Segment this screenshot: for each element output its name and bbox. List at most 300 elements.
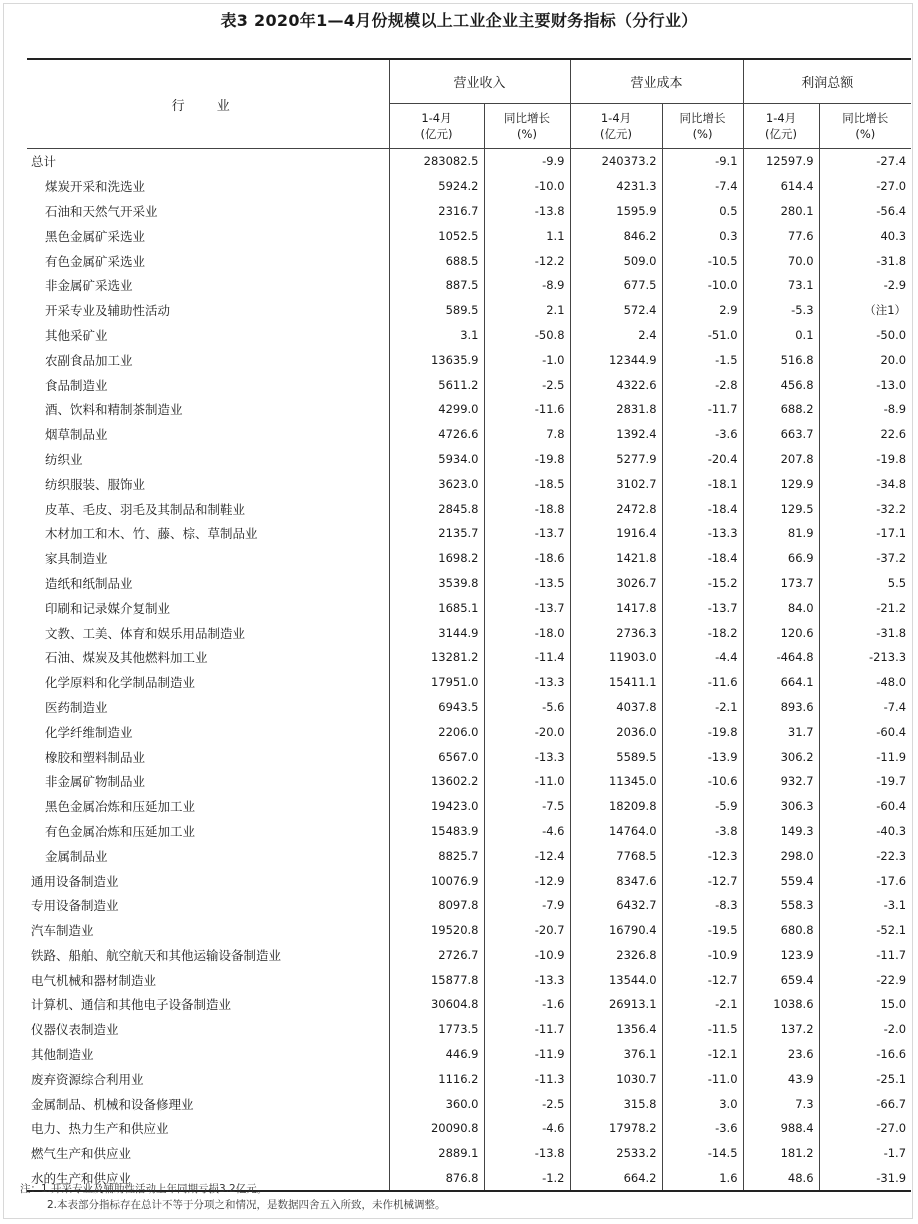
cost-growth: -14.5 [662, 1141, 743, 1166]
profit-growth: -66.7 [819, 1091, 911, 1116]
profit-growth: -19.7 [819, 769, 911, 794]
profit-value: 456.8 [743, 372, 819, 397]
cost-value: 2036.0 [570, 719, 662, 744]
cost-growth: -10.0 [662, 273, 743, 298]
table-row [27, 719, 911, 744]
table-row [27, 794, 911, 819]
cost-growth: 0.5 [662, 199, 743, 224]
profit-growth: -22.3 [819, 843, 911, 868]
cost-growth: -7.4 [662, 174, 743, 199]
cost-growth: -20.4 [662, 447, 743, 472]
profit-header: 利润总额 [743, 59, 911, 104]
revenue-growth: -2.5 [484, 1091, 570, 1116]
profit-growth: -17.6 [819, 868, 911, 893]
period-label: 1-4月 [765, 111, 797, 125]
revenue-growth: -10.0 [484, 174, 570, 199]
revenue-growth: 2.1 [484, 298, 570, 323]
revenue-growth: -12.9 [484, 868, 570, 893]
industry-name: 废弃资源综合利用业 [31, 1071, 144, 1087]
profit-growth: -60.4 [819, 719, 911, 744]
table-row [27, 1042, 911, 1067]
revenue-value: 1773.5 [389, 1017, 484, 1042]
profit-value: 129.9 [743, 471, 819, 496]
industry-name: 通用设备制造业 [31, 873, 119, 889]
table-row [27, 918, 911, 943]
period-label: 1-4月 [600, 111, 632, 125]
industry-name: 石油、煤炭及其他燃料加工业 [45, 650, 208, 666]
revenue-growth: -12.2 [484, 248, 570, 273]
industry-name: 非金属矿采选业 [45, 278, 133, 294]
profit-value: 137.2 [743, 1017, 819, 1042]
profit-value: 120.6 [743, 620, 819, 645]
cost-period-header [570, 104, 662, 149]
cost-value: 18209.8 [570, 794, 662, 819]
revenue-growth: -1.2 [484, 1166, 570, 1192]
cost-growth: -18.4 [662, 496, 743, 521]
cost-value: 1392.4 [570, 422, 662, 447]
table-row [27, 868, 911, 893]
table-row [27, 1091, 911, 1116]
cost-value: 1916.4 [570, 521, 662, 546]
revenue-value: 3144.9 [389, 620, 484, 645]
revenue-growth: -1.6 [484, 992, 570, 1017]
revenue-growth: -4.6 [484, 1116, 570, 1141]
table-row [27, 943, 911, 968]
industry-name: 纺织业 [45, 451, 83, 467]
profit-growth: -27.4 [819, 149, 911, 174]
revenue-value: 876.8 [389, 1166, 484, 1192]
industry-name: 化学纤维制造业 [45, 724, 133, 740]
table-row [27, 496, 911, 521]
profit-value: 48.6 [743, 1166, 819, 1192]
profit-value: 280.1 [743, 199, 819, 224]
revenue-value: 8097.8 [389, 893, 484, 918]
revenue-growth: -11.9 [484, 1042, 570, 1067]
revenue-value: 2316.7 [389, 199, 484, 224]
cost-growth: -18.1 [662, 471, 743, 496]
cost-growth: -2.8 [662, 372, 743, 397]
revenue-value: 446.9 [389, 1042, 484, 1067]
profit-value: 0.1 [743, 323, 819, 348]
unit-label: (亿元) [600, 127, 632, 141]
cost-growth: -11.0 [662, 1066, 743, 1091]
profit-value: 66.9 [743, 546, 819, 571]
profit-growth: -31.8 [819, 248, 911, 273]
table-header [27, 59, 911, 149]
revenue-value: 8825.7 [389, 843, 484, 868]
cost-growth: -12.7 [662, 868, 743, 893]
unit-label: (亿元) [765, 127, 798, 141]
cost-growth: 3.0 [662, 1091, 743, 1116]
table-row [27, 843, 911, 868]
industry-name: 食品制造业 [45, 377, 108, 393]
profit-value: 70.0 [743, 248, 819, 273]
revenue-value: 589.5 [389, 298, 484, 323]
profit-growth: -37.2 [819, 546, 911, 571]
revenue-value: 30604.8 [389, 992, 484, 1017]
profit-growth: 15.0 [819, 992, 911, 1017]
revenue-growth: -11.6 [484, 397, 570, 422]
profit-growth: -11.9 [819, 744, 911, 769]
profit-value: 614.4 [743, 174, 819, 199]
profit-value: 932.7 [743, 769, 819, 794]
cost-value: 5277.9 [570, 447, 662, 472]
revenue-growth: -12.4 [484, 843, 570, 868]
profit-growth: -32.2 [819, 496, 911, 521]
profit-growth-header [819, 104, 911, 149]
table-row [27, 199, 911, 224]
cost-growth: -11.5 [662, 1017, 743, 1042]
revenue-growth: -18.6 [484, 546, 570, 571]
profit-growth: -16.6 [819, 1042, 911, 1067]
industry-name: 纺织服装、服饰业 [45, 476, 146, 492]
cost-value: 6432.7 [570, 893, 662, 918]
cost-value: 1417.8 [570, 595, 662, 620]
profit-value: 123.9 [743, 943, 819, 968]
cost-growth: 0.3 [662, 223, 743, 248]
cost-growth: -8.3 [662, 893, 743, 918]
revenue-growth: -20.7 [484, 918, 570, 943]
cost-value: 15411.1 [570, 670, 662, 695]
revenue-value: 2845.8 [389, 496, 484, 521]
cost-growth: -9.1 [662, 149, 743, 174]
cost-growth: -10.6 [662, 769, 743, 794]
cost-growth: -3.8 [662, 819, 743, 844]
cost-value: 4322.6 [570, 372, 662, 397]
revenue-value: 2726.7 [389, 943, 484, 968]
industry-name: 总计 [31, 154, 57, 170]
cost-value: 14764.0 [570, 819, 662, 844]
revenue-value: 10076.9 [389, 868, 484, 893]
revenue-growth: -4.6 [484, 819, 570, 844]
revenue-value: 3623.0 [389, 471, 484, 496]
revenue-growth: -5.6 [484, 695, 570, 720]
industry-name: 其他采矿业 [45, 327, 108, 343]
cost-growth: -19.5 [662, 918, 743, 943]
cost-growth: -2.1 [662, 992, 743, 1017]
revenue-growth: -10.9 [484, 943, 570, 968]
profit-growth: -27.0 [819, 174, 911, 199]
cost-value: 1421.8 [570, 546, 662, 571]
cost-value: 8347.6 [570, 868, 662, 893]
industry-name: 有色金属冶炼和压延加工业 [45, 823, 196, 839]
profit-growth: （注1） [819, 298, 911, 323]
revenue-growth: -8.9 [484, 273, 570, 298]
industry-name: 烟草制品业 [45, 427, 108, 443]
table-title: 表3 2020年1—4月份规模以上工业企业主要财务指标（分行业） [220, 11, 698, 30]
cost-growth: -5.9 [662, 794, 743, 819]
cost-growth: -2.1 [662, 695, 743, 720]
industry-name: 化学原料和化学制品制造业 [45, 675, 196, 691]
percent-label: (%) [517, 127, 537, 141]
industry-name: 汽车制造业 [31, 923, 94, 939]
industry-name: 电气机械和器材制造业 [31, 972, 157, 988]
profit-growth: -31.9 [819, 1166, 911, 1192]
unit-label: (亿元) [420, 127, 453, 141]
table-row [27, 695, 911, 720]
profit-growth: -17.1 [819, 521, 911, 546]
revenue-value: 17951.0 [389, 670, 484, 695]
profit-value: 558.3 [743, 893, 819, 918]
cost-growth: -13.3 [662, 521, 743, 546]
cost-growth: -11.6 [662, 670, 743, 695]
profit-growth: 40.3 [819, 223, 911, 248]
revenue-value: 2889.1 [389, 1141, 484, 1166]
cost-growth: -13.7 [662, 595, 743, 620]
revenue-growth: -13.7 [484, 521, 570, 546]
profit-value: 559.4 [743, 868, 819, 893]
revenue-value: 19423.0 [389, 794, 484, 819]
percent-label: (%) [855, 127, 876, 141]
revenue-value: 3539.8 [389, 571, 484, 596]
revenue-growth: -9.9 [484, 149, 570, 174]
cost-growth: -10.9 [662, 943, 743, 968]
cost-growth: -4.4 [662, 645, 743, 670]
table-body [27, 149, 911, 1192]
table-row [27, 447, 911, 472]
cost-value: 1595.9 [570, 199, 662, 224]
profit-growth: -13.0 [819, 372, 911, 397]
table-row [27, 521, 911, 546]
revenue-value: 283082.5 [389, 149, 484, 174]
profit-growth: -52.1 [819, 918, 911, 943]
growth-label: 同比增长 [679, 111, 726, 125]
cost-growth: -12.3 [662, 843, 743, 868]
table-row [27, 223, 911, 248]
cost-value: 4037.8 [570, 695, 662, 720]
profit-value: 1038.6 [743, 992, 819, 1017]
profit-growth: -2.0 [819, 1017, 911, 1042]
revenue-value: 5924.2 [389, 174, 484, 199]
industry-name: 文教、工美、体育和娱乐用品制造业 [45, 625, 246, 641]
revenue-growth: -13.3 [484, 967, 570, 992]
revenue-growth: 1.1 [484, 223, 570, 248]
cost-value: 677.5 [570, 273, 662, 298]
table-row [27, 273, 911, 298]
revenue-value: 13635.9 [389, 347, 484, 372]
cost-growth: -3.6 [662, 422, 743, 447]
cost-growth: -15.2 [662, 571, 743, 596]
profit-growth: -31.8 [819, 620, 911, 645]
revenue-value: 6943.5 [389, 695, 484, 720]
revenue-growth: -13.3 [484, 744, 570, 769]
revenue-growth: -7.9 [484, 893, 570, 918]
cost-value: 509.0 [570, 248, 662, 273]
revenue-value: 20090.8 [389, 1116, 484, 1141]
percent-label: (%) [692, 127, 713, 141]
cost-value: 664.2 [570, 1166, 662, 1192]
table-row [27, 571, 911, 596]
industry-name: 其他制造业 [31, 1047, 94, 1063]
cost-value: 2831.8 [570, 397, 662, 422]
revenue-value: 1052.5 [389, 223, 484, 248]
cost-value: 2326.8 [570, 943, 662, 968]
table-row [27, 670, 911, 695]
profit-growth: -56.4 [819, 199, 911, 224]
profit-value: 23.6 [743, 1042, 819, 1067]
table-row [27, 620, 911, 645]
industry-name: 非金属矿物制品业 [45, 774, 146, 790]
revenue-header: 营业收入 [389, 59, 570, 104]
profit-growth: -213.3 [819, 645, 911, 670]
industry-name: 酒、饮料和精制茶制造业 [45, 402, 183, 418]
cost-growth: -11.7 [662, 397, 743, 422]
profit-growth: -2.9 [819, 273, 911, 298]
cost-growth: -13.9 [662, 744, 743, 769]
table-row [27, 595, 911, 620]
revenue-growth: -13.3 [484, 670, 570, 695]
industry-name: 皮革、毛皮、羽毛及其制品和制鞋业 [45, 501, 246, 517]
profit-value: 516.8 [743, 347, 819, 372]
revenue-growth: -19.8 [484, 447, 570, 472]
revenue-growth: -7.5 [484, 794, 570, 819]
revenue-period-header [389, 104, 484, 149]
revenue-value: 19520.8 [389, 918, 484, 943]
cost-growth: 1.6 [662, 1166, 743, 1192]
growth-label: 同比增长 [504, 111, 550, 125]
table-row [27, 471, 911, 496]
revenue-growth: -50.8 [484, 323, 570, 348]
revenue-growth: -11.0 [484, 769, 570, 794]
profit-value: -464.8 [743, 645, 819, 670]
profit-value: 77.6 [743, 223, 819, 248]
revenue-growth: -11.7 [484, 1017, 570, 1042]
profit-value: 688.2 [743, 397, 819, 422]
table-row [27, 174, 911, 199]
cost-value: 240373.2 [570, 149, 662, 174]
industry-name: 燃气生产和供应业 [31, 1146, 132, 1162]
revenue-value: 887.5 [389, 273, 484, 298]
cost-value: 11903.0 [570, 645, 662, 670]
industry-name: 专用设备制造业 [31, 898, 119, 914]
profit-value: 149.3 [743, 819, 819, 844]
revenue-growth: -13.5 [484, 571, 570, 596]
cost-value: 16790.4 [570, 918, 662, 943]
revenue-value: 5611.2 [389, 372, 484, 397]
profit-value: 207.8 [743, 447, 819, 472]
profit-value: 129.5 [743, 496, 819, 521]
profit-value: 893.6 [743, 695, 819, 720]
revenue-growth-header [484, 104, 570, 149]
revenue-growth: -2.5 [484, 372, 570, 397]
profit-growth: -48.0 [819, 670, 911, 695]
industry-name: 煤炭开采和洗选业 [45, 179, 146, 195]
cost-growth: -1.5 [662, 347, 743, 372]
cost-header: 营业成本 [570, 59, 743, 104]
revenue-value: 4299.0 [389, 397, 484, 422]
revenue-value: 13602.2 [389, 769, 484, 794]
profit-growth: -22.9 [819, 967, 911, 992]
growth-label: 同比增长 [842, 111, 889, 125]
cost-growth-header [662, 104, 743, 149]
cost-growth: -18.2 [662, 620, 743, 645]
profit-growth: -1.7 [819, 1141, 911, 1166]
profit-growth: -40.3 [819, 819, 911, 844]
industry-name: 有色金属矿采选业 [45, 253, 146, 269]
cost-growth: -3.6 [662, 1116, 743, 1141]
revenue-value: 13281.2 [389, 645, 484, 670]
industry-name: 木材加工和木、竹、藤、棕、草制品业 [45, 526, 258, 542]
cost-growth: -19.8 [662, 719, 743, 744]
profit-growth: -27.0 [819, 1116, 911, 1141]
revenue-growth: 7.8 [484, 422, 570, 447]
cost-growth: -12.1 [662, 1042, 743, 1067]
profit-value: 664.1 [743, 670, 819, 695]
industry-name: 金属制品业 [45, 848, 108, 864]
industry-name: 仪器仪表制造业 [31, 1022, 119, 1038]
table-row [27, 422, 911, 447]
profit-growth: -7.4 [819, 695, 911, 720]
profit-growth: -25.1 [819, 1066, 911, 1091]
total-row [27, 149, 911, 174]
table-row [27, 645, 911, 670]
table-row [27, 248, 911, 273]
revenue-growth: -11.4 [484, 645, 570, 670]
cost-growth: -18.4 [662, 546, 743, 571]
industry-name: 农副食品加工业 [45, 352, 133, 368]
table-row [27, 769, 911, 794]
revenue-growth: -18.5 [484, 471, 570, 496]
profit-period-header [743, 104, 819, 149]
cost-value: 3026.7 [570, 571, 662, 596]
revenue-growth: -13.7 [484, 595, 570, 620]
industry-name: 造纸和纸制品业 [45, 575, 133, 591]
footnote-2: 2.本表部分指标存在总计不等于分项之和情况，是数据四舍五入所致，未作机械调整。 [47, 1199, 446, 1211]
cost-value: 7768.5 [570, 843, 662, 868]
industry-header: 行 业 [27, 59, 389, 149]
cost-value: 2533.2 [570, 1141, 662, 1166]
profit-growth: -8.9 [819, 397, 911, 422]
profit-value: -5.3 [743, 298, 819, 323]
table-row [27, 1116, 911, 1141]
cost-value: 2.4 [570, 323, 662, 348]
revenue-growth: -18.0 [484, 620, 570, 645]
profit-value: 663.7 [743, 422, 819, 447]
profit-value: 680.8 [743, 918, 819, 943]
profit-growth: -60.4 [819, 794, 911, 819]
profit-value: 306.2 [743, 744, 819, 769]
cost-value: 1356.4 [570, 1017, 662, 1042]
cost-value: 846.2 [570, 223, 662, 248]
industry-name: 铁路、船舶、航空航天和其他运输设备制造业 [31, 947, 282, 963]
industry-name: 开采专业及辅助性活动 [45, 303, 171, 319]
revenue-growth: -1.0 [484, 347, 570, 372]
table-row [27, 992, 911, 1017]
industry-name: 橡胶和塑料制品业 [45, 749, 146, 765]
table-row [27, 1141, 911, 1166]
table-row [27, 1066, 911, 1091]
cost-value: 572.4 [570, 298, 662, 323]
profit-value: 84.0 [743, 595, 819, 620]
profit-value: 181.2 [743, 1141, 819, 1166]
cost-value: 4231.3 [570, 174, 662, 199]
table-row [27, 372, 911, 397]
profit-value: 306.3 [743, 794, 819, 819]
industry-name: 印刷和记录媒介复制业 [45, 600, 171, 616]
profit-value: 43.9 [743, 1066, 819, 1091]
profit-value: 988.4 [743, 1116, 819, 1141]
revenue-value: 4726.6 [389, 422, 484, 447]
profit-value: 73.1 [743, 273, 819, 298]
table-row [27, 323, 911, 348]
revenue-value: 15483.9 [389, 819, 484, 844]
revenue-value: 1698.2 [389, 546, 484, 571]
revenue-value: 5934.0 [389, 447, 484, 472]
revenue-growth: -20.0 [484, 719, 570, 744]
profit-value: 173.7 [743, 571, 819, 596]
cost-value: 1030.7 [570, 1066, 662, 1091]
cost-value: 26913.1 [570, 992, 662, 1017]
